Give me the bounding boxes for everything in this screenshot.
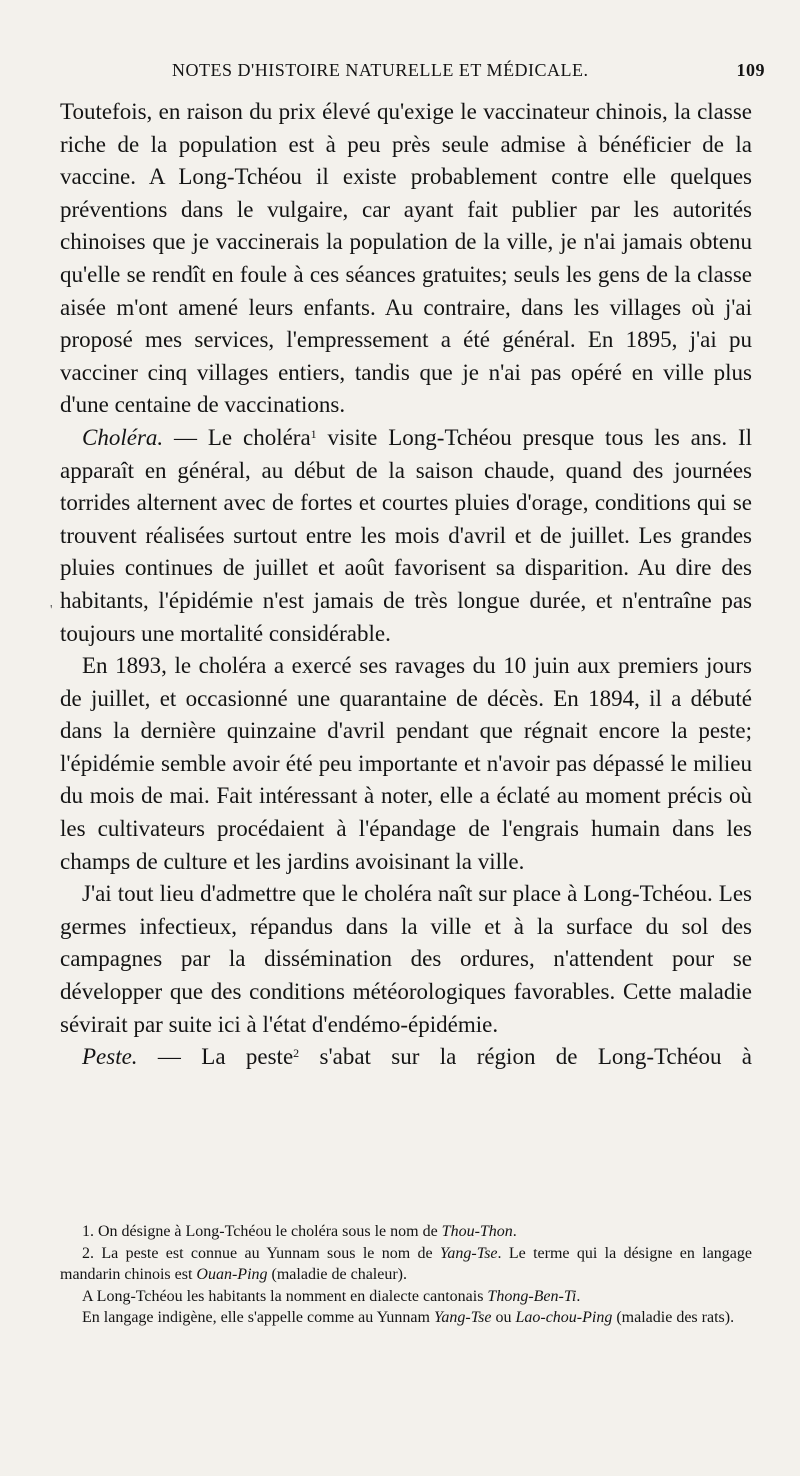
- footnote-1-term: Thou-Thon: [441, 1223, 513, 1240]
- footnote-ref-1: 1: [310, 426, 317, 441]
- paragraph-cholera-1893: En 1893, le choléra a exercé ses ravages du 10 juin aux premiers jours de juillet, et occasionné une quarantaine de décès. En 1894, il a débuté dans la dernière quinzaine d'avril pendant que régnait encore la peste; l'épidémie semble avoir été peu importante et n'avoir pas dépassé le milieu du mois de mai. Fait intéressant à noter, elle a éclaté au moment précis où les cultivateurs procédaient à l'épandage de l'engrais humain dans les champs de culture et les jardins avoisinant la ville.: [60, 653, 752, 874]
- footnote-1-end: .: [512, 1223, 517, 1240]
- footnote-2-cont-2: [60, 1307, 752, 1329]
- section-heading-plague: Peste.: [82, 1044, 138, 1070]
- paragraph-cholera-origin: J'ai tout lieu d'admettre que le choléra naît sur place à Long-Tchéou. Les germes infectieux, répandus dans la ville et à la surface du sol des campagnes par la dissémination des ordures, n'attendent pour se développer que des conditions météorologiques favorables. Cette maladie sévirait par suite ici à l'état d'endémo-épidémie.: [60, 881, 752, 1037]
- running-header: [60, 60, 765, 90]
- footnote-1: [60, 1221, 752, 1243]
- footnote-4-term-1: Yang-Tse: [433, 1309, 492, 1326]
- footnote-2-text: 2. La peste est connue au Yunnam sous le nom de: [82, 1244, 440, 1262]
- paragraph-plague-lead: — La peste: [137, 1044, 294, 1070]
- body-text: [60, 96, 752, 1074]
- footnote-2-cont-1: [60, 1286, 752, 1308]
- footnote-2: [60, 1243, 752, 1286]
- paragraph-cholera-lead: — Le choléra: [163, 424, 311, 450]
- paragraph-plague: [60, 1041, 752, 1074]
- footnote-3-term: Thong-Ben-Ti: [487, 1287, 577, 1305]
- footnote-3-end: .: [576, 1287, 581, 1305]
- footnote-3-text: A Long-Tchéou les habitants la nomment en dialecte cantonais: [82, 1287, 488, 1305]
- footnote-2-term-2: Ouan-Ping: [196, 1266, 268, 1283]
- footnote-4-text-2: ou: [491, 1309, 516, 1326]
- paragraph-vaccine: Toutefois, en raison du prix élevé qu'exige le vaccinateur chinois, la classe riche de la population est à peu près seule admise à bénéficier de la vaccine. A Long-Tchéou il existe probablement contre elle quelques préventions dans le vulgaire, car ayant fait publier par les autorités chinoises que je vaccinerais la population de la ville, je n'ai jamais obtenu qu'elle se rendît en foule à ces séances gratuites; seuls les gens de la classe aisée m'ont amené leurs enfants. Au contraire, dans les villages où j'ai proposé mes services, l'empressement a été général. En 1895, j'ai pu vacciner cinq villages entiers, tandis que je n'ai pas opéré en ville plus d'une centaine de vaccinations.: [60, 99, 752, 418]
- footnote-2-end: (maladie de chaleur).: [267, 1266, 408, 1283]
- footnote-1-text: 1. On désigne à Long-Tchéou le choléra sous le nom de: [82, 1223, 442, 1240]
- running-title: NOTES D'HISTOIRE NATURELLE ET MÉDICALE.: [172, 60, 589, 80]
- footnote-2-text-2: . Le terme qui la désigne en langage mandarin chinois est: [60, 1244, 753, 1283]
- paragraph-plague-text: s'abat sur la région de Long-Tchéou à: [299, 1044, 753, 1070]
- footnote-ref-2: 2: [293, 1046, 300, 1061]
- footnote-4-end: (maladie des rats).: [612, 1309, 735, 1326]
- paragraph-cholera-text: visite Long-Tchéou presque tous les ans. Il apparaît en général, au début de la saison chaude, quand des journées torrides alternent avec de fortes et courtes pluies d'orage, conditions qui se trouvent réalisées surtout entre les mois d'avril et de juillet. Les grandes pluies continues de juillet et août favorisent sa disparition. Au dire des habitants, l'épidémie n'est jamais de très longue durée, et n'entraîne pas toujours une mortalité considérable.: [60, 424, 752, 646]
- footnote-2-term-1: Yang-Tse: [440, 1244, 498, 1262]
- footnote-4-term-2: Lao-chou-Ping: [515, 1309, 613, 1326]
- section-heading-cholera: Choléra.: [82, 424, 164, 450]
- margin-mark: ': [50, 603, 53, 618]
- footnotes: [60, 1221, 752, 1329]
- paragraph-cholera: [60, 422, 752, 650]
- page-number: 109: [736, 60, 765, 80]
- footnote-4-text: En langage indigène, elle s'appelle comme au Yunnam: [82, 1309, 434, 1326]
